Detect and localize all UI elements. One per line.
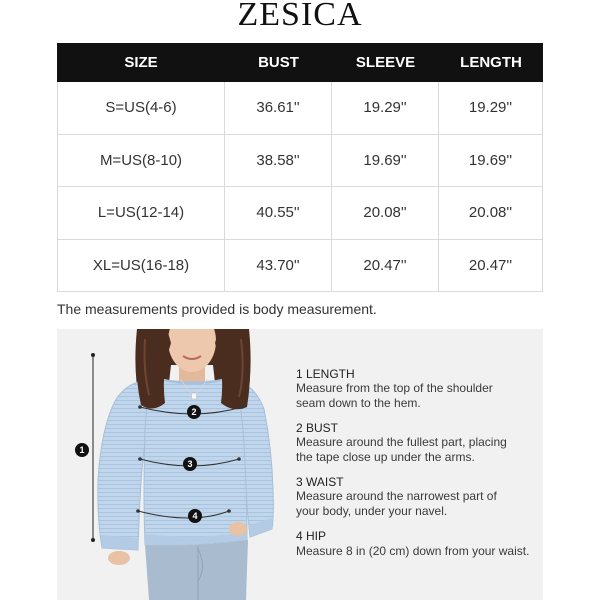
- guide-desc-line: Measure around the fullest part, placing: [296, 435, 507, 450]
- table-row: [57, 187, 543, 240]
- cell-length: 20.47'': [439, 240, 543, 292]
- measurement-note: The measurements provided is body measurement.: [57, 301, 377, 317]
- cell-bust: 40.55'': [225, 187, 332, 239]
- cell-size: S=US(4-6): [57, 82, 225, 134]
- left-hand: [108, 551, 130, 565]
- table-row: [57, 240, 543, 293]
- guide-desc-line: Measure 8 in (20 cm) down from your waist.: [296, 543, 530, 558]
- cell-bust: 38.58'': [225, 135, 332, 187]
- marker-2-number: 2: [191, 407, 197, 418]
- cell-sleeve: 19.69'': [332, 135, 439, 187]
- cell-length: 20.08'': [439, 187, 543, 239]
- marker-3-number: 3: [187, 459, 193, 470]
- hip-line-left-dot: [136, 509, 140, 513]
- guide-title-hip: 4 HIP: [296, 528, 327, 543]
- cell-size: XL=US(16-18): [57, 240, 225, 292]
- cell-sleeve: 19.29'': [332, 82, 439, 134]
- table-row: [57, 82, 543, 135]
- waist-line-right-dot: [237, 457, 241, 461]
- cell-bust: 43.70'': [225, 240, 332, 292]
- guide-title-length: 1 LENGTH: [296, 366, 355, 381]
- brand-logo: ZESICA: [237, 0, 363, 33]
- measurement-guide-panel: [57, 329, 543, 600]
- guide-item-hip: [296, 529, 541, 558]
- waist-line-left-dot: [138, 457, 142, 461]
- cell-bust: 36.61'': [225, 82, 332, 134]
- table-header-row: [57, 43, 543, 82]
- cell-size: L=US(12-14): [57, 187, 225, 239]
- bust-line-left-dot: [138, 405, 142, 409]
- measurement-guide-text: [296, 367, 541, 569]
- size-chart-table: [57, 43, 543, 292]
- guide-desc-line: Measure from the top of the shoulder: [296, 381, 493, 396]
- cell-length: 19.69'': [439, 135, 543, 187]
- cell-size: M=US(8-10): [57, 135, 225, 187]
- marker-1-number: 1: [79, 445, 85, 456]
- cell-sleeve: 20.47'': [332, 240, 439, 292]
- right-hand: [229, 522, 247, 536]
- bust-line-right-dot: [240, 405, 244, 409]
- guide-item-length: [296, 367, 541, 411]
- header-sleeve: SLEEVE: [355, 54, 416, 71]
- length-line-top-dot: [91, 353, 95, 357]
- hip-line-right-dot: [227, 509, 231, 513]
- face: [168, 329, 216, 372]
- header-size: SIZE: [124, 54, 158, 71]
- header-bust: BUST: [258, 54, 299, 71]
- guide-title-bust: 2 BUST: [296, 420, 339, 435]
- guide-item-bust: [296, 421, 541, 465]
- jeans: [145, 540, 248, 600]
- table-row: [57, 135, 543, 188]
- length-line-bottom-dot: [91, 538, 95, 542]
- necklace-pendant: [192, 393, 197, 399]
- header-length: LENGTH: [460, 54, 522, 71]
- marker-4-number: 4: [192, 511, 198, 522]
- cell-sleeve: 20.08'': [332, 187, 439, 239]
- guide-title-waist: 3 WAIST: [296, 474, 344, 489]
- guide-desc-line: seam down to the hem.: [296, 395, 421, 410]
- guide-desc-line: the tape close up under the arms.: [296, 450, 475, 465]
- guide-desc-line: Measure around the narrowest part of: [296, 489, 497, 504]
- guide-desc-line: your body, under your navel.: [296, 504, 448, 519]
- guide-item-waist: [296, 475, 541, 519]
- cell-length: 19.29'': [439, 82, 543, 134]
